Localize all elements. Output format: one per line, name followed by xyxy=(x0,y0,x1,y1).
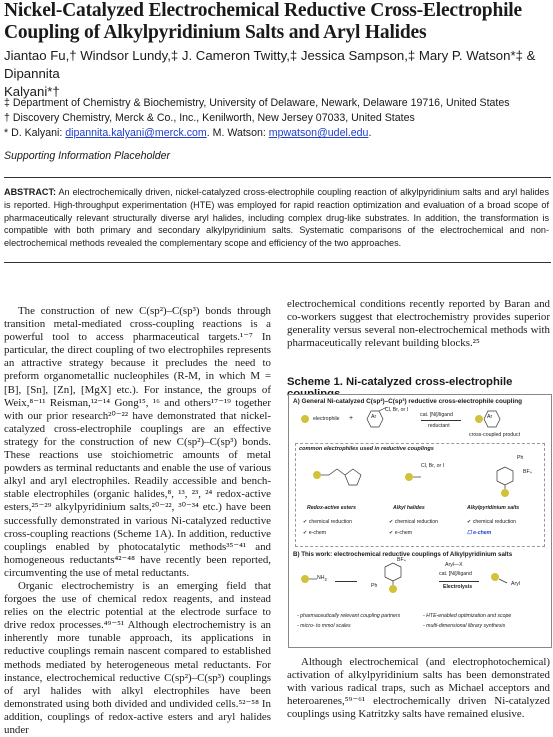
column-right-bottom xyxy=(287,656,550,721)
scheme-title: Scheme 1. Ni-catalyzed cross-electrophile xyxy=(287,376,513,388)
col2-paragraph-1: electrochemical conditions recently reported by Baran and co-workers suggest that electrochemistry provides superior generality versus several non-electrochemical methods with pharmaceutically relevant building blocks.²⁵ xyxy=(287,298,550,350)
product-b-label: Aryl xyxy=(511,581,520,587)
check-icon: ✔ xyxy=(389,530,395,536)
reductant-label: reductant xyxy=(428,423,450,429)
bullet-2: - micro- to mmol scales xyxy=(297,623,351,629)
contact-mid: . M. Watson: xyxy=(206,127,269,139)
intro-paragraph-1: The construction of new C(sp²)–C(sp³) bonds through transition metal-mediated cross-coupling reactions is a powerful tool to access pharmaceutical targets.¹⁻⁷ In particular, the direct coupling of two electrophiles represents an attractive strategy because it precludes the need to preform organometallic nucleophiles (R-M, in which M = [B], [Sn], [Zn], [MgX] etc.). For instance, the groups of Weix,⁸⁻¹¹ Reisman,¹²⁻¹⁴ Gong¹⁵, ¹⁶ and others¹⁷⁻¹⁹ together with our prior research²⁰⁻²² have demonstrated that nickel-catalyzed cross-electrophile couplings are an effective strategy for the construction of new C(sp²)–C(sp³) bonds. These reactions use stoichiometric amounts of metal powders as terminal reductants and enable the use of various alkyl and aryl electrophiles. Readily accessible and bench-stable electrophiles (organic halides,⁸, ¹³, ²³, ²⁴ redox-active esters,²⁵⁻²⁹ alkylpyridinium salts,²⁰⁻²², ³⁰⁻³⁴ etc.) have been successfully demonstrated in various Ni-catalyzed reductive cross-coupling reactions (Scheme 1A). In addition, reductive couplings enabled by photocatalytic methods³⁵⁻⁴¹ and homogeneous reductants⁴²⁻⁴⁸ have recently been reported, circumventing the use of metal reductants. xyxy=(4,305,271,579)
electrolysis-label: Electrolysis xyxy=(443,584,473,590)
plus-sign: + xyxy=(349,415,354,422)
intro-paragraph-2: Organic electrochemistry is an emerging field that forgoes the use of chemical redox reagents, and instead relies on the electric potential at the electrode surface to drive redox processes.⁴⁹⁻⁵¹ Although electrochemistry is an inherently more tunable approach, its applications in reductive couplings remain nascent compared to established methods mediated by heterogeneous metal reductants. For instance, electrochemical reductive C(sp²)–C(sp³) couplings of aryl halides with alkyl electrophiles have been demonstrated using both divided and undivided cells.⁵²⁻⁵⁸ In addition, couplings of redox-active esters and aryl halides under xyxy=(4,579,271,736)
pyridinium-bf4: BF₄ xyxy=(523,469,532,475)
empty-box-icon: ☐ xyxy=(467,530,474,536)
column-right-top xyxy=(287,298,550,350)
check-icon: ✔ xyxy=(467,519,473,525)
cat2-label: Alkyl halides xyxy=(393,505,425,511)
cat3-echem-text: e-chem xyxy=(473,530,492,536)
col2-paragraph-2: Although electrochemical (and electrophotochemical) activation of alkylpyridinium salts has been demonstrated with various radical traps, such as Michael acceptors and heteroarenes,⁵⁹⁻⁶¹ electrochemically driven Ni-catalyzed couplings using Katritzky salts have remained elusive. xyxy=(287,656,550,721)
abstract-top-rule xyxy=(4,177,551,178)
arrow-b1 xyxy=(335,581,357,582)
aryl-label: Ar xyxy=(371,414,377,420)
email-link-watson[interactable]: mpwatson@udel.edu xyxy=(268,127,369,139)
bullet-3: - HTE-enabled optimization and scope xyxy=(423,613,512,619)
cat2-chem-red-text: chemical reduction xyxy=(394,519,439,525)
abstract-text: An electrochemically driven, nickel-catalyzed cross-electrophile coupling reaction of alkylpyridinium salts and aryl halides is reported. High-throughput experimentation (HTE) was employed for rapid reaction optimization and evaluation of a broad scope of pharmaceutically relevant structurally diverse aryl halides, including complex drug-like substrates. In addition, the transformation is compatible with both primary and secondary alkylpyridinium salts. Systematic comparisons of the electrochemical and non-electrochemical methods revealed the complementary scope and efficiency of the two approaches. xyxy=(4,187,549,249)
pyridinium-b-ph: Ph xyxy=(371,583,378,589)
cat2-echem xyxy=(389,530,412,536)
authors-line-2: Kalyani*† xyxy=(4,84,60,99)
product-b-structure xyxy=(487,565,517,591)
amine-label: $NH_2$ xyxy=(317,575,327,583)
electrophile-label: electrophile xyxy=(313,416,340,422)
contact-line xyxy=(4,126,552,140)
alkyl-halide-label: Cl, Br, or I xyxy=(421,463,445,469)
column-left xyxy=(4,305,271,737)
paper-title xyxy=(4,0,552,44)
contact-prefix: * D. Kalyani: xyxy=(4,127,66,139)
cat3-label: Alkylpyridinium salts xyxy=(467,505,520,511)
scheme-a-heading: A) General Ni-catalyzed C(sp²)–C(sp³) reductive cross-electrophile coupling xyxy=(293,398,523,405)
pyridinium-structure xyxy=(475,457,535,499)
abstract-label: ABSTRACT: xyxy=(4,187,57,197)
cat1-chem-red-text: chemical reduction xyxy=(308,519,353,525)
email-link-kalyani[interactable]: dipannita.kalyani@merck.com xyxy=(65,127,207,139)
product-aryl-label: Ar xyxy=(487,414,493,420)
pyridinium-b-bf4: BF₄ xyxy=(397,557,406,563)
contact-suffix: . xyxy=(368,127,372,139)
cat1-chem-red xyxy=(303,519,352,525)
common-heading: common electrophiles used in reductive couplings xyxy=(299,446,434,452)
cat-label-a: cat. [Ni]/ligand xyxy=(420,412,453,418)
bullet-4: - multi-dimensional library synthesis xyxy=(423,623,506,629)
author-list xyxy=(4,47,549,101)
check-icon: ✔ xyxy=(303,519,309,525)
cat3-chem-red xyxy=(467,519,516,525)
supporting-info-placeholder: Supporting Information Placeholder xyxy=(4,150,171,162)
affiliation-delaware: ‡ Department of Chemistry & Biochemistry, University of Delaware, Newark, Delaware 19716, United States xyxy=(4,97,510,109)
aryl-x-label: Aryl—X xyxy=(445,562,463,568)
abstract xyxy=(4,186,549,250)
cat1-echem xyxy=(303,530,326,536)
pyridinium-ph-top: Ph xyxy=(517,455,524,461)
cat3-echem xyxy=(467,530,491,536)
arrow-b2 xyxy=(439,581,479,582)
cat1-echem-text: e-chem xyxy=(308,530,327,536)
cat2-echem-text: e-chem xyxy=(394,530,413,536)
check-icon: ✔ xyxy=(303,530,309,536)
redox-active-ester-structure xyxy=(307,457,367,497)
electrophile-dot xyxy=(301,415,309,423)
affiliation-merck: † Discovery Chemistry, Merck & Co., Inc., Kenilworth, New Jersey 07033, United States xyxy=(4,112,415,124)
title-line-1: Nickel-Catalyzed Electrochemical Reductive Cross-Electrophile xyxy=(4,0,522,21)
pyridinium-salt-b-structure xyxy=(363,555,425,605)
halide-label: Cl, Br, or I xyxy=(385,407,409,413)
b-cat-label: cat. [Ni]/ligand xyxy=(439,571,472,577)
cat2-chem-red xyxy=(389,519,438,525)
authors-line-1: Jiantao Fu,† Windsor Lundy,‡ J. Cameron Twitty,‡ Jessica Sampson,‡ Mary P. Watson*‡ & Dipannita xyxy=(4,48,536,81)
bullet-1: - pharmaceutically relevant coupling partners xyxy=(297,613,401,619)
abstract-bottom-rule xyxy=(4,262,551,263)
scheme-b-heading: B) This work: electrochemical reductive couplings of Alkylpyridinium salts xyxy=(293,551,513,558)
reaction-arrow-a xyxy=(421,420,461,421)
product-label: cross-coupled product xyxy=(469,432,521,438)
cat3-chem-red-text: chemical reduction xyxy=(472,519,517,525)
title-line-2: Coupling of Alkylpyridinium Salts and Aryl Halides xyxy=(4,22,427,43)
scheme-figure xyxy=(288,394,552,648)
cat1-label: Redox-active esters xyxy=(307,505,357,511)
check-icon: ✔ xyxy=(389,519,395,525)
